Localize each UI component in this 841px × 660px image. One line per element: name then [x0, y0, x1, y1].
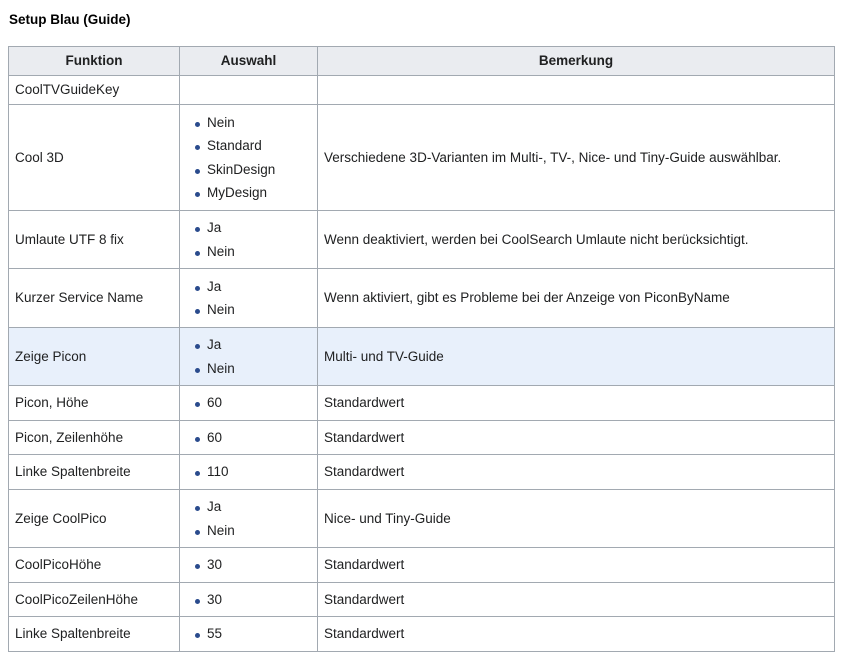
- table-row: [9, 548, 835, 583]
- cell-auswahl: [180, 269, 318, 328]
- option-list: [186, 495, 311, 542]
- table-row: [9, 328, 835, 386]
- option-item: MyDesign: [194, 181, 311, 205]
- cell-funktion: Zeige CoolPico: [9, 490, 180, 548]
- option-item: Nein: [194, 298, 311, 322]
- option-item: Nein: [194, 111, 311, 135]
- column-header-bemerkung: Bemerkung: [318, 47, 835, 76]
- page-title: Setup Blau (Guide): [9, 12, 131, 27]
- option-item: 30: [194, 588, 311, 612]
- cell-bemerkung: Standardwert: [318, 455, 835, 490]
- cell-funktion: Zeige Picon: [9, 328, 180, 386]
- cell-auswahl: [180, 455, 318, 490]
- option-list: [186, 333, 311, 380]
- cell-auswahl: [180, 76, 318, 105]
- option-list: [186, 553, 311, 577]
- cell-funktion: Cool 3D: [9, 105, 180, 211]
- column-header-auswahl: Auswahl: [180, 47, 318, 76]
- cell-bemerkung: Wenn deaktiviert, werden bei CoolSearch Umlaute nicht berücksichtigt.: [318, 211, 835, 269]
- table-row: [9, 386, 835, 421]
- cell-bemerkung: [318, 76, 835, 105]
- cell-auswahl: [180, 548, 318, 583]
- table-body: [9, 76, 835, 652]
- option-item: 30: [194, 553, 311, 577]
- cell-auswahl: [180, 490, 318, 548]
- table-row: [9, 105, 835, 211]
- option-list: [186, 275, 311, 322]
- cell-auswahl: [180, 211, 318, 269]
- option-item: 55: [194, 622, 311, 646]
- option-list: [186, 588, 311, 612]
- cell-funktion: CoolTVGuideKey: [9, 76, 180, 105]
- cell-auswahl: [180, 617, 318, 652]
- option-item: 60: [194, 391, 311, 415]
- cell-funktion: CoolPicoHöhe: [9, 548, 180, 583]
- table-row: [9, 421, 835, 455]
- cell-funktion: Linke Spaltenbreite: [9, 617, 180, 652]
- option-item: Nein: [194, 240, 311, 264]
- option-list: [186, 426, 311, 450]
- cell-funktion: Picon, Höhe: [9, 386, 180, 421]
- cell-auswahl: [180, 421, 318, 455]
- cell-funktion: Umlaute UTF 8 fix: [9, 211, 180, 269]
- cell-bemerkung: Multi- und TV-Guide: [318, 328, 835, 386]
- table-row: [9, 617, 835, 652]
- cell-funktion: Picon, Zeilenhöhe: [9, 421, 180, 455]
- table-row: [9, 211, 835, 269]
- option-item: Ja: [194, 495, 311, 519]
- table-row: [9, 269, 835, 328]
- cell-bemerkung: Standardwert: [318, 548, 835, 583]
- option-item: 110: [194, 460, 311, 484]
- cell-bemerkung: Standardwert: [318, 617, 835, 652]
- cell-funktion: CoolPicoZeilenHöhe: [9, 583, 180, 617]
- cell-funktion: Linke Spaltenbreite: [9, 455, 180, 490]
- cell-bemerkung: Nice- und Tiny-Guide: [318, 490, 835, 548]
- table-row: [9, 490, 835, 548]
- settings-table: [8, 46, 835, 652]
- cell-funktion: Kurzer Service Name: [9, 269, 180, 328]
- cell-auswahl: [180, 386, 318, 421]
- column-header-funktion: Funktion: [9, 47, 180, 76]
- cell-bemerkung: Standardwert: [318, 386, 835, 421]
- table-row: [9, 583, 835, 617]
- option-list: [186, 622, 311, 646]
- cell-auswahl: [180, 583, 318, 617]
- option-item: Ja: [194, 333, 311, 357]
- table-row: [9, 455, 835, 490]
- option-list: [186, 460, 311, 484]
- option-item: Standard: [194, 134, 311, 158]
- option-list: [186, 391, 311, 415]
- option-item: Nein: [194, 519, 311, 543]
- cell-bemerkung: Standardwert: [318, 583, 835, 617]
- option-item: Nein: [194, 357, 311, 381]
- cell-bemerkung: Verschiedene 3D-Varianten im Multi-, TV-, Nice- und Tiny-Guide auswählbar.: [318, 105, 835, 211]
- table-header-row: [9, 47, 835, 76]
- cell-bemerkung: Wenn aktiviert, gibt es Probleme bei der Anzeige von PiconByName: [318, 269, 835, 328]
- table-row: [9, 76, 835, 105]
- option-item: Ja: [194, 275, 311, 299]
- cell-auswahl: [180, 105, 318, 211]
- option-item: Ja: [194, 216, 311, 240]
- option-item: SkinDesign: [194, 158, 311, 182]
- option-item: 60: [194, 426, 311, 450]
- cell-bemerkung: Standardwert: [318, 421, 835, 455]
- cell-auswahl: [180, 328, 318, 386]
- option-list: [186, 216, 311, 263]
- option-list: [186, 111, 311, 205]
